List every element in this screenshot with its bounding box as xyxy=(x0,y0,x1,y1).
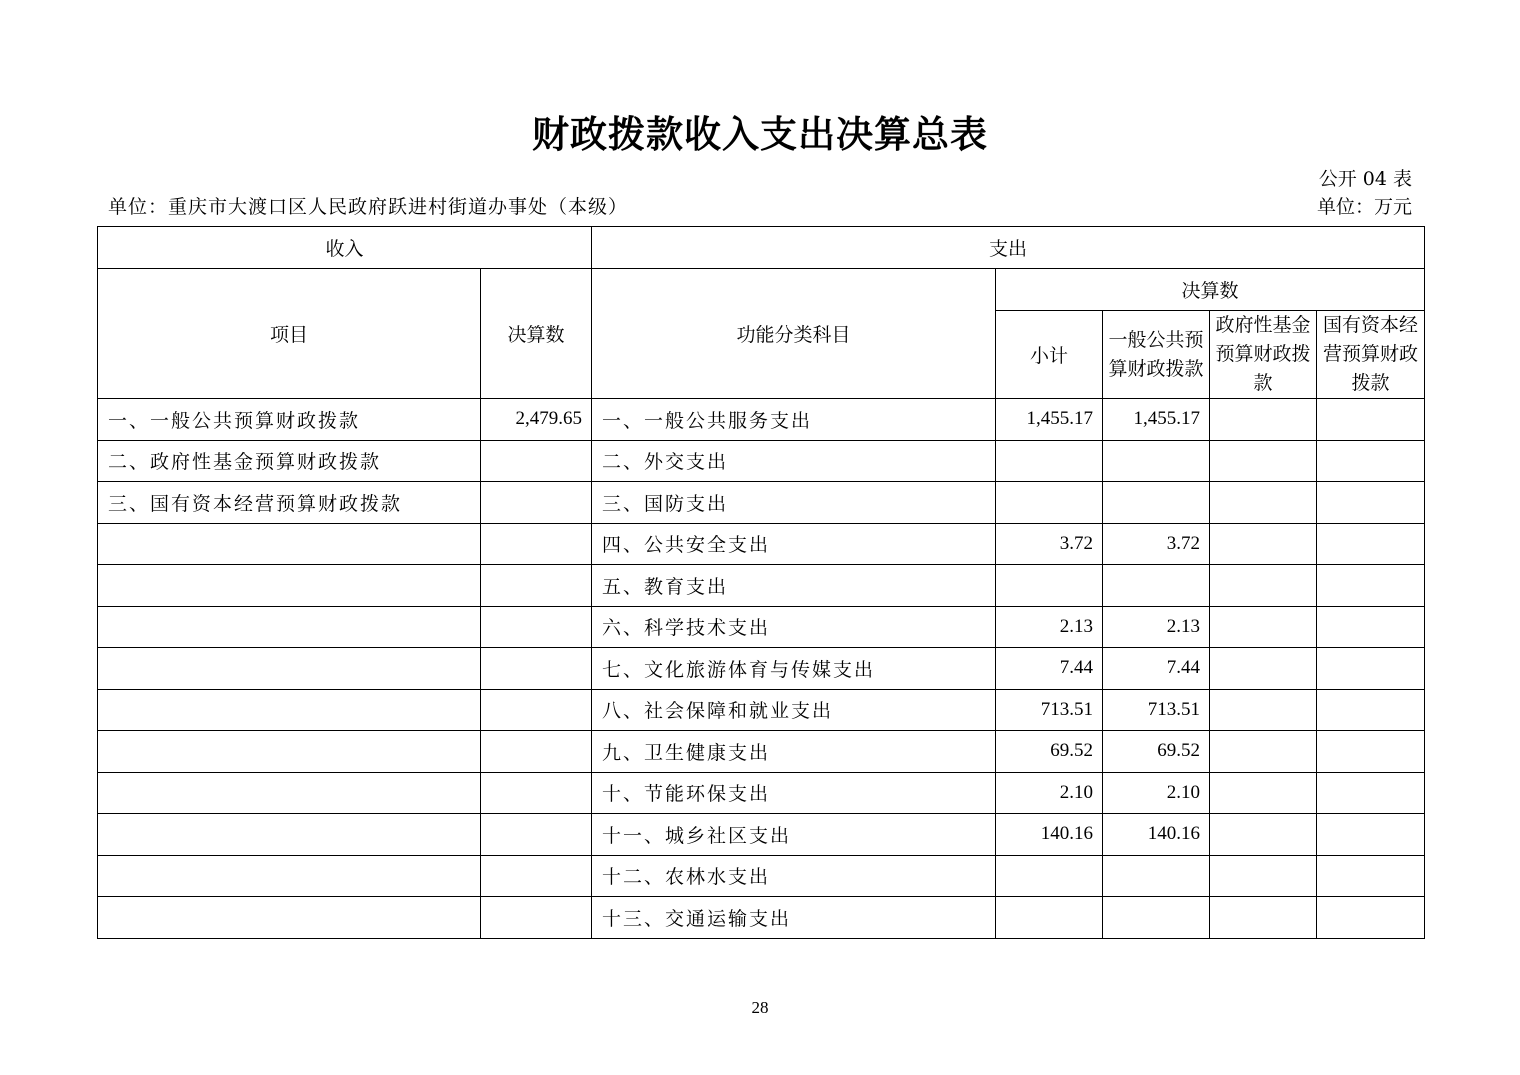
expense-item-cell: 十二、农林水支出 xyxy=(592,855,996,897)
gov-fund-cell xyxy=(1210,482,1317,524)
income-header: 收入 xyxy=(98,227,592,269)
table-row xyxy=(98,731,1425,773)
income-amount-cell xyxy=(481,648,592,690)
gov-fund-cell xyxy=(1210,897,1317,939)
function-class-header: 功能分类科目 xyxy=(592,269,996,399)
income-amount-cell xyxy=(481,731,592,773)
subtotal-cell xyxy=(996,897,1103,939)
state-capital-cell xyxy=(1317,523,1425,565)
page-number: 28 xyxy=(751,998,769,1017)
general-budget-cell xyxy=(1103,565,1210,607)
subtotal-cell xyxy=(996,855,1103,897)
state-capital-cell xyxy=(1317,855,1425,897)
subtotal-cell xyxy=(996,565,1103,607)
general-budget-cell: 140.16 xyxy=(1103,814,1210,856)
general-budget-cell xyxy=(1103,897,1210,939)
expense-item-cell: 一、一般公共服务支出 xyxy=(592,399,996,441)
state-capital-cell xyxy=(1317,814,1425,856)
income-item-cell: 二、政府性基金预算财政拨款 xyxy=(98,440,481,482)
income-amount-cell xyxy=(481,772,592,814)
gov-fund-cell xyxy=(1210,772,1317,814)
general-budget-cell: 3.72 xyxy=(1103,523,1210,565)
state-capital-cell xyxy=(1317,565,1425,607)
expense-item-cell: 五、教育支出 xyxy=(592,565,996,607)
expense-item-cell: 四、公共安全支出 xyxy=(592,523,996,565)
income-amount-cell xyxy=(481,523,592,565)
income-amount-cell xyxy=(481,855,592,897)
budget-table xyxy=(97,226,1425,939)
table-row xyxy=(98,482,1425,524)
state-capital-cell xyxy=(1317,399,1425,441)
income-amount-cell: 2,479.65 xyxy=(481,399,592,441)
state-capital-cell xyxy=(1317,897,1425,939)
income-item-cell xyxy=(98,689,481,731)
income-item-cell xyxy=(98,897,481,939)
general-budget-cell xyxy=(1103,482,1210,524)
page-title: 财政拨款收入支出决算总表 xyxy=(532,113,988,156)
income-amount-cell xyxy=(481,482,592,524)
table-row xyxy=(98,897,1425,939)
income-item-cell xyxy=(98,565,481,607)
income-amount-cell xyxy=(481,689,592,731)
gov-fund-cell xyxy=(1210,440,1317,482)
expense-item-cell: 十三、交通运输支出 xyxy=(592,897,996,939)
table-row xyxy=(98,855,1425,897)
table-row xyxy=(98,399,1425,441)
expense-item-cell: 六、科学技术支出 xyxy=(592,606,996,648)
table-row xyxy=(98,523,1425,565)
expense-item-cell: 八、社会保障和就业支出 xyxy=(592,689,996,731)
income-item-cell: 一、一般公共预算财政拨款 xyxy=(98,399,481,441)
general-budget-cell xyxy=(1103,855,1210,897)
income-item-cell xyxy=(98,772,481,814)
subtotal-cell: 2.10 xyxy=(996,772,1103,814)
subtotal-cell: 7.44 xyxy=(996,648,1103,690)
general-budget-cell: 2.13 xyxy=(1103,606,1210,648)
gov-fund-cell xyxy=(1210,814,1317,856)
subtotal-cell: 1,455.17 xyxy=(996,399,1103,441)
expense-item-cell: 九、卫生健康支出 xyxy=(592,731,996,773)
gov-fund-cell xyxy=(1210,731,1317,773)
income-amount-cell xyxy=(481,897,592,939)
subtotal-cell: 2.13 xyxy=(996,606,1103,648)
income-amount-cell xyxy=(481,814,592,856)
subtotal-cell: 713.51 xyxy=(996,689,1103,731)
expense-header: 支出 xyxy=(592,227,1425,269)
expense-item-cell: 十一、城乡社区支出 xyxy=(592,814,996,856)
income-amount-cell xyxy=(481,606,592,648)
state-capital-cell xyxy=(1317,482,1425,524)
form-number: 公开 04 表 xyxy=(1318,168,1412,190)
income-amount-cell xyxy=(481,565,592,607)
income-item-cell xyxy=(98,648,481,690)
gov-fund-cell xyxy=(1210,606,1317,648)
income-item-cell xyxy=(98,731,481,773)
table-row xyxy=(98,648,1425,690)
table-row xyxy=(98,440,1425,482)
gov-fund-header: 政府性基金预算财政拨款 xyxy=(1210,311,1317,399)
general-budget-cell: 1,455.17 xyxy=(1103,399,1210,441)
subtotal-cell: 140.16 xyxy=(996,814,1103,856)
gov-fund-cell xyxy=(1210,689,1317,731)
income-item-cell xyxy=(98,523,481,565)
expense-amount-header: 决算数 xyxy=(996,269,1425,311)
gov-fund-cell xyxy=(1210,523,1317,565)
income-item-cell xyxy=(98,606,481,648)
subtotal-header: 小计 xyxy=(996,311,1103,399)
state-capital-cell xyxy=(1317,606,1425,648)
subtotal-cell xyxy=(996,482,1103,524)
general-budget-cell: 713.51 xyxy=(1103,689,1210,731)
table-row xyxy=(98,606,1425,648)
subtotal-cell: 69.52 xyxy=(996,731,1103,773)
table-row xyxy=(98,814,1425,856)
state-capital-cell xyxy=(1317,731,1425,773)
gov-fund-cell xyxy=(1210,399,1317,441)
table-row xyxy=(98,689,1425,731)
expense-item-cell: 七、文化旅游体育与传媒支出 xyxy=(592,648,996,690)
unit-currency: 单位：万元 xyxy=(1316,196,1412,218)
table-row xyxy=(98,772,1425,814)
table-row xyxy=(98,565,1425,607)
state-capital-cell xyxy=(1317,689,1425,731)
subtotal-cell: 3.72 xyxy=(996,523,1103,565)
expense-item-cell: 二、外交支出 xyxy=(592,440,996,482)
general-budget-cell xyxy=(1103,440,1210,482)
income-item-cell xyxy=(98,855,481,897)
general-budget-cell: 7.44 xyxy=(1103,648,1210,690)
state-capital-cell xyxy=(1317,440,1425,482)
income-item-cell: 三、国有资本经营预算财政拨款 xyxy=(98,482,481,524)
gov-fund-cell xyxy=(1210,648,1317,690)
general-budget-header: 一般公共预算财政拨款 xyxy=(1103,311,1210,399)
state-capital-header: 国有资本经营预算财政拨款 xyxy=(1317,311,1425,399)
general-budget-cell: 2.10 xyxy=(1103,772,1210,814)
state-capital-cell xyxy=(1317,772,1425,814)
item-header: 项目 xyxy=(98,269,481,399)
general-budget-cell: 69.52 xyxy=(1103,731,1210,773)
gov-fund-cell xyxy=(1210,565,1317,607)
subtotal-cell xyxy=(996,440,1103,482)
unit-organization: 单位：重庆市大渡口区人民政府跃进村街道办事处（本级） xyxy=(108,196,629,218)
income-amount-header: 决算数 xyxy=(481,269,592,399)
state-capital-cell xyxy=(1317,648,1425,690)
income-item-cell xyxy=(98,814,481,856)
expense-item-cell: 十、节能环保支出 xyxy=(592,772,996,814)
income-amount-cell xyxy=(481,440,592,482)
gov-fund-cell xyxy=(1210,855,1317,897)
expense-item-cell: 三、国防支出 xyxy=(592,482,996,524)
